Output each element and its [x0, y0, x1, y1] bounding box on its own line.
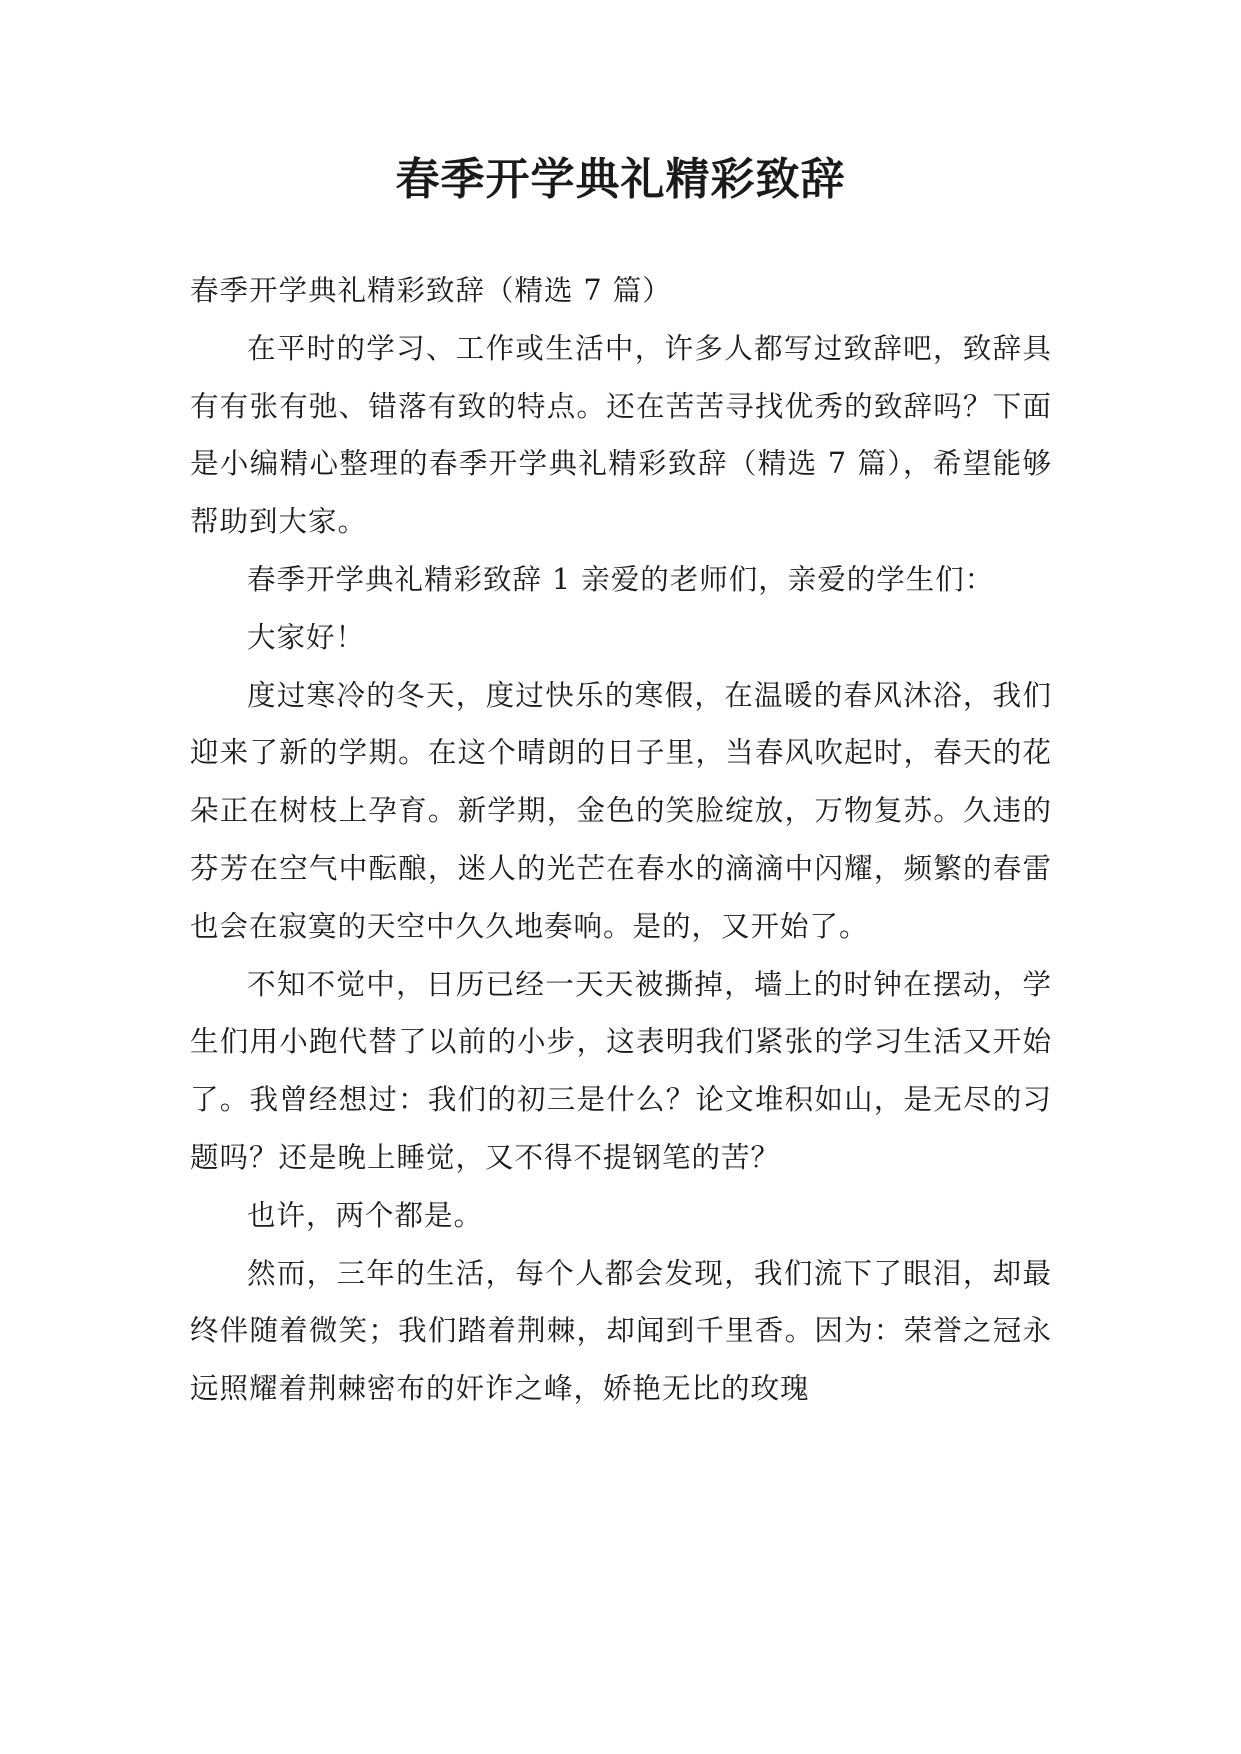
paragraph-greeting-heading: 春季开学典礼精彩致辞 1 亲爱的老师们，亲爱的学生们： — [247, 562, 995, 596]
document-subtitle: 春季开学典礼精彩致辞（精选 7 篇） — [190, 274, 672, 307]
paragraph-hello: 大家好！ — [247, 620, 366, 654]
document-title: 春季开学典礼精彩致辞 — [395, 154, 846, 205]
paragraph-spring: 度过寒冷的冬天，度过快乐的寒假，在温暖的春风沐浴，我们迎来了新的学期。在这个晴朗的日子里，当春风吹起时，春天的花朵正在树枝上孕育。新学期，金色的笑脸绽放，万物复苏。久违的芬芳在空气中酝酿，迷人的光芒在春水的滴滴中闪耀，频繁的春雷也会在寂寞的天空中久久地奏响。是的，又开始了。 — [190, 678, 1052, 943]
document-body — [190, 262, 1052, 1418]
paragraph-intro: 在平时的学习、工作或生活中，许多人都写过致辞吧，致辞具有有张有弛、错落有致的特点。还在苦苦寻找优秀的致辞吗？下面是小编精心整理的春季开学典礼精彩致辞（精选 7 篇），希望能够帮助到大家。 — [190, 331, 1052, 539]
paragraph-calendar: 不知不觉中，日历已经一天天被撕掉，墙上的时钟在摆动，学生们用小跑代替了以前的小步，这表明我们紧张的学习生活又开始了。我曾经想过：我们的初三是什么？论文堆积如山，是无尽的习题吗？还是晚上睡觉，又不得不提钢笔的苦？ — [190, 967, 1052, 1174]
paragraph-however: 然而，三年的生活，每个人都会发现，我们流下了眼泪，却最终伴随着微笑；我们踏着荆棘，却闻到千里香。因为：荣誉之冠永远照耀着荆棘密布的奸诈之峰，娇艳无比的玫瑰 — [190, 1256, 1052, 1406]
paragraph-maybe: 也许，两个都是。 — [247, 1198, 484, 1232]
